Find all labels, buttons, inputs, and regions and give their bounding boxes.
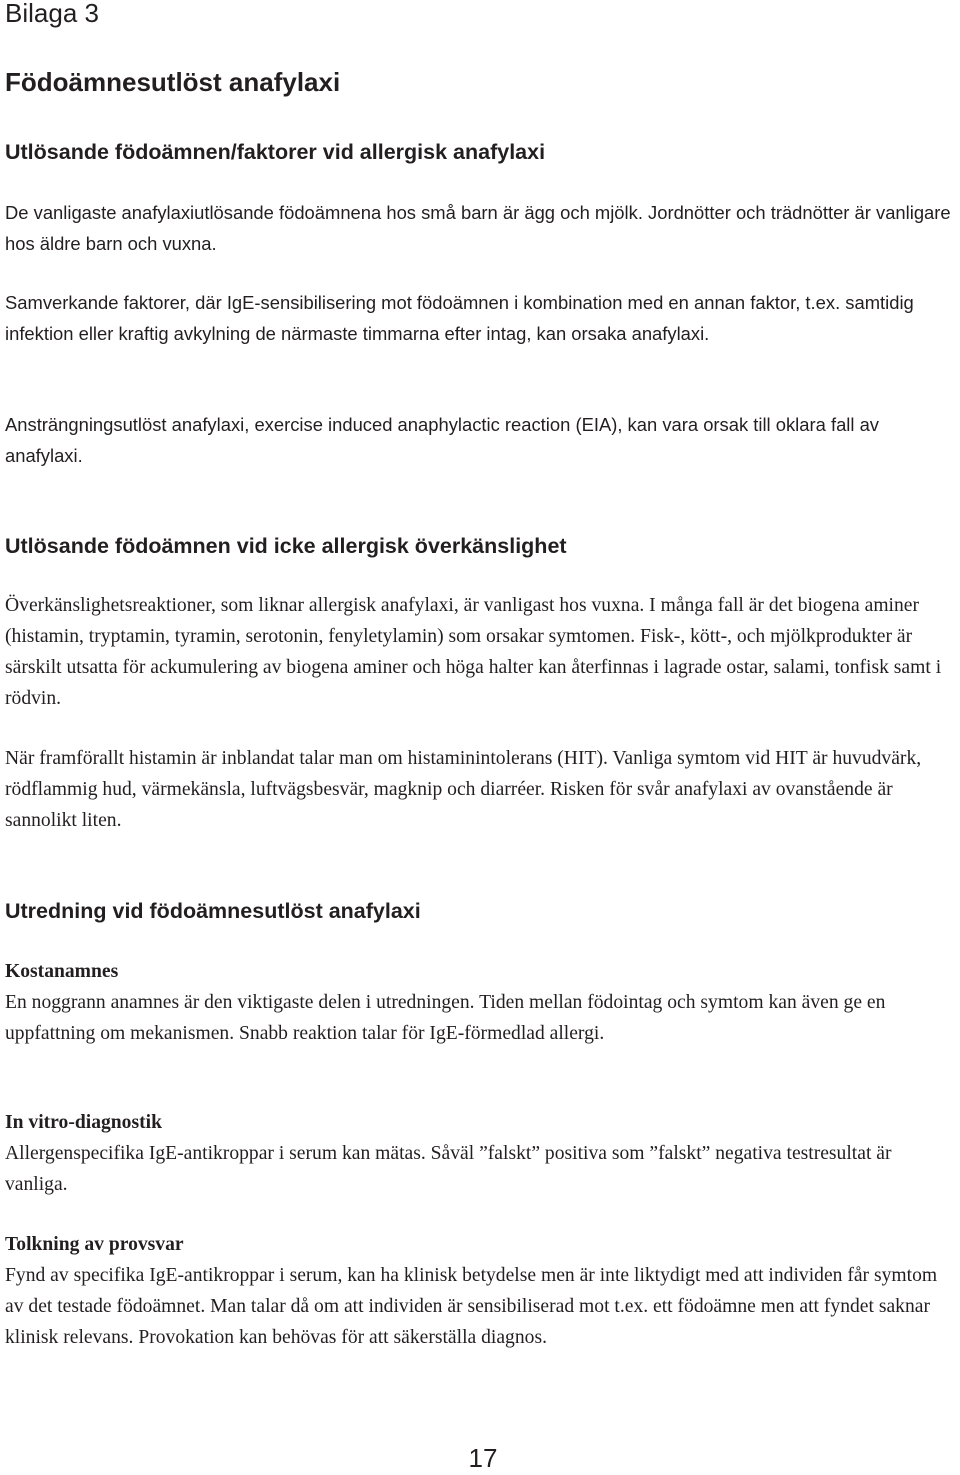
paragraph-common-triggers: De vanligaste anafylaxiutlösande födoämnena hos små barn är ägg och mjölk. Jordnötter och trädnötter är vanligare hos äldre barn och vuxna. — [5, 202, 951, 254]
subsection-in-vitro — [5, 1107, 955, 1200]
paragraph-interpretation: Fynd av specifika IgE-antikroppar i serum, kan ha klinisk betydelse men är inte liktydigt med att individen får symtom av det testade födoämnet. Man talar då om att individen är sensibiliserad mot t.ex. ett födoämne men att fyndet saknar klinisk relevans. Provokation kan behövas för att säkerställa diagnos. — [5, 1265, 938, 1348]
page-title: Födoämnesutlöst anafylaxi — [5, 67, 341, 97]
page-number: 17 — [468, 1443, 498, 1473]
paragraph-in-vitro: Allergenspecifika IgE-antikroppar i serum kan mätas. Såväl ”falskt” positiva som ”falskt” negativa testresultat är vanliga. — [5, 1143, 892, 1195]
section-heading-allergic-triggers: Utlösande födoämnen/faktorer vid allergisk anafylaxi — [5, 140, 546, 164]
paragraph-exercise-induced: Ansträngningsutlöst anafylaxi, exercise induced anaphylactic reaction (EIA), kan vara orsak till oklara fall av anafylaxi. — [5, 414, 879, 466]
subsection-interpretation — [5, 1229, 955, 1353]
section-heading-non-allergic: Utlösande födoämnen vid icke allergisk överkänslighet — [5, 534, 567, 558]
section-heading-investigation: Utredning vid födoämnesutlöst anafylaxi — [5, 899, 421, 923]
subsection-title-in-vitro: In vitro-diagnostik — [5, 1112, 162, 1133]
appendix-label: Bilaga 3 — [5, 0, 99, 28]
subsection-title-diet-history: Kostanamnes — [5, 961, 119, 982]
paragraph-histamine-intolerance: När framförallt histamin är inblandat talar man om histaminintolerans (HIT). Vanliga symtom vid HIT är huvudvärk, rödflammig hud, värmekänsla, luftvägsbesvär, magknip och diarréer. Risken för svår anafylaxi av ovanstående är sannolikt liten. — [5, 748, 922, 831]
paragraph-diet-history: En noggrann anamnes är den viktigaste delen i utredningen. Tiden mellan födointag och symtom kan även ge en uppfattning om mekanismen. Snabb reaktion talar för IgE-förmedlad allergi. — [5, 992, 886, 1044]
subsection-diet-history — [5, 956, 955, 1049]
paragraph-cofactors: Samverkande faktorer, där IgE-sensibilisering mot födoämnen i kombination med en annan faktor, t.ex. samtidig infektion eller kraftig avkylning de närmaste timmarna efter intag, kan orsaka anafylaxi. — [5, 292, 914, 344]
paragraph-biogenic-amines: Överkänslighetsreaktioner, som liknar allergisk anafylaxi, är vanligast hos vuxna. I många fall är det biogena aminer (histamin, tryptamin, tyramin, serotonin, fenyletylamin) som orsakar symtomen. Fisk-, kött-, och mjölkprodukter är särskilt utsatta för ackumulering av biogena aminer och höga halter kan återfinnas i lagrade ostar, salami, tonfisk samt i rödvin. — [5, 595, 942, 709]
subsection-title-interpretation: Tolkning av provsvar — [5, 1234, 184, 1255]
